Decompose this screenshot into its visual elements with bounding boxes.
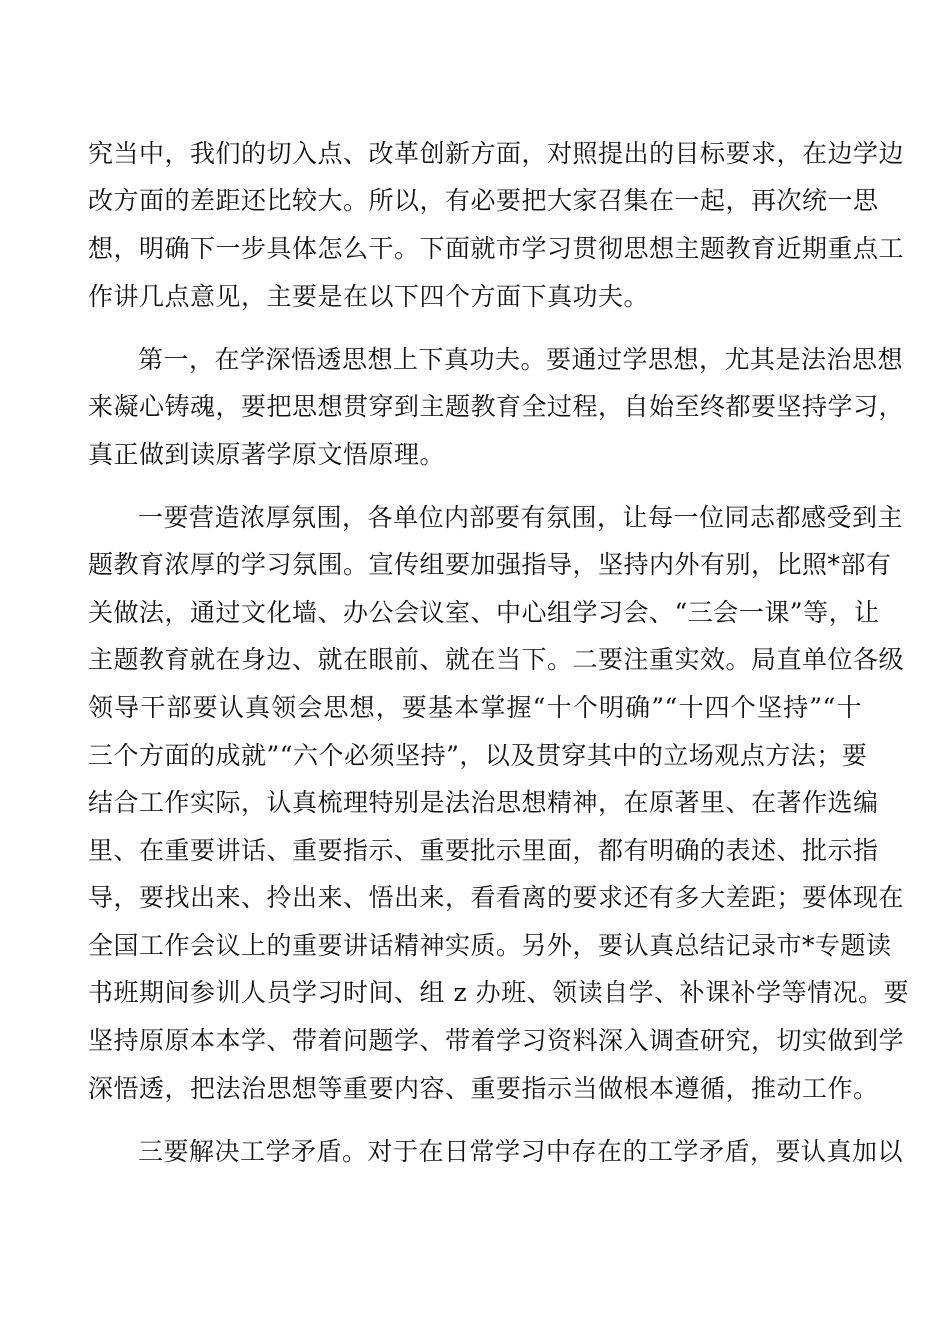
- text-line: 领导干部要认真领会思想，要基本掌握“十个明确”“十四个坚持”“十: [88, 693, 862, 722]
- text-line: 关做法，通过文化墙、办公会议室、中心组学习会、“三会一课”等，让: [88, 598, 880, 627]
- text-line: 全国工作会议上的重要讲话精神实质。另外，要认真总结记录市*专题读: [88, 931, 892, 960]
- text-line: 坚持原原本本学、带着问题学、带着学习资料深入调查研究，切实做到学: [88, 1026, 905, 1055]
- text-line: 真正做到读原著学原文悟原理。: [88, 440, 446, 469]
- text-line: 三个方面的成就”“六个必须坚持”，以及贯穿其中的立场观点方法；要: [88, 741, 868, 770]
- text-line: 一要营造浓厚氛围，各单位内部要有氛围，让每一位同志都感受到主: [138, 503, 904, 532]
- text-line: 主题教育就在身边、就在眼前、就在当下。二要注重实效。局直单位各级: [88, 645, 905, 674]
- text-line: 来凝心铸魂，要把思想贯穿到主题教育全过程，自始至终都要坚持学习，: [88, 392, 905, 421]
- text-line: 作讲几点意见，主要是在以下四个方面下真功夫。: [88, 282, 650, 311]
- text-line: 第一，在学深悟透思想上下真功夫。要通过学思想，尤其是法治思想: [138, 345, 904, 374]
- text-line: 想，明确下一步具体怎么干。下面就市学习贯彻思想主题教育近期重点工: [88, 234, 905, 263]
- text-line: 书班期间参训人员学习时间、组 z 办班、领读自学、补课补学等情况。要: [88, 978, 910, 1007]
- text-line: 导，要找出来、拎出来、悟出来，看看离的要求还有多大差距；要体现在: [88, 883, 905, 912]
- text-line: 改方面的差距还比较大。所以，有必要把大家召集在一起，再次统一思: [88, 186, 879, 215]
- text-line: 结合工作实际，认真梳理特别是法治思想精神，在原著里、在著作选编: [88, 788, 879, 817]
- text-line: 究当中，我们的切入点、改革创新方面，对照提出的目标要求，在边学边: [88, 139, 905, 168]
- text-line: 里、在重要讲话、重要指示、重要批示里面，都有明确的表述、批示指: [88, 836, 879, 865]
- text-line: 题教育浓厚的学习氛围。宣传组要加强指导，坚持内外有别，比照*部有: [88, 550, 892, 579]
- text-line: 三要解决工学矛盾。对于在日常学习中存在的工学矛盾，要认真加以: [138, 1137, 904, 1166]
- text-line: 深悟透，把法治思想等重要内容、重要指示当做根本遵循，推动工作。: [88, 1074, 879, 1103]
